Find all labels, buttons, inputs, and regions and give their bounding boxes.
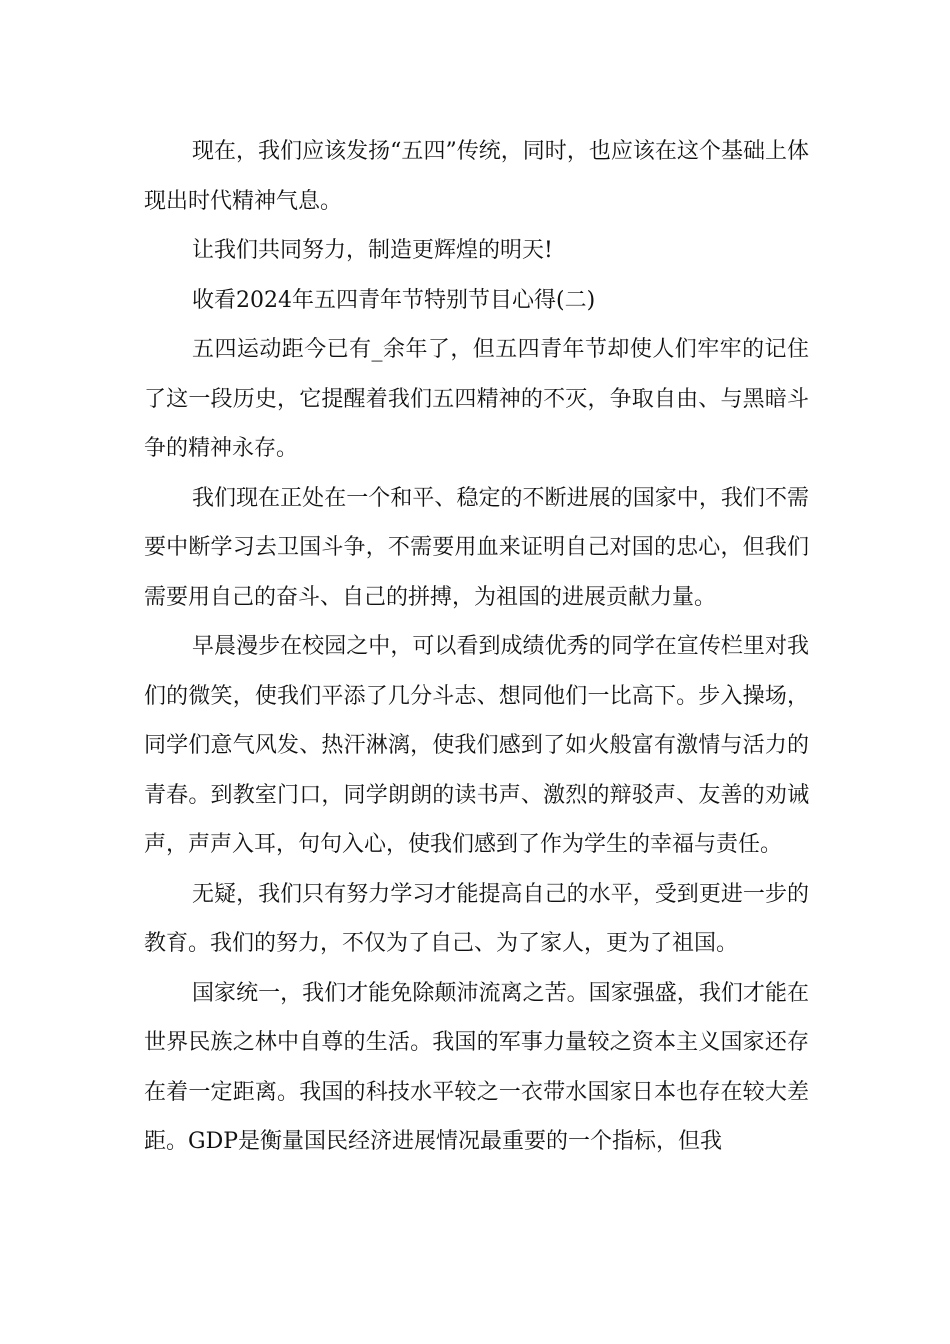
paragraph-4: 我们现在正处在一个和平、稳定的不断进展的国家中，我们不需要中断学习去卫国斗争，不需要用血来证明自己对国的忠心，但我们需要用自己的奋斗、自己的拼搏，为祖国的进展贡献力量。 [144,485,809,610]
paragraph-7: 国家统一，我们才能免除颠沛流离之苦。国家强盛，我们才能在世界民族之林中自尊的生活。我国的军事力量较之资本主义国家还存在着一定距离。我国的科技水平较之一衣带水国家日本也存在较大差距。GDP是衡量国民经济进展情况最重要的一个指标，但我 [144,980,809,1154]
paragraph-5: 早晨漫步在校园之中，可以看到成绩优秀的同学在宣传栏里对我们的微笑，使我们平添了几分斗志、想同他们一比高下。步入操场，同学们意气风发、热汗淋漓，使我们感到了如火般富有激情与活力的青春。到教室门口，同学朗朗的读书声、激烈的辩驳声、友善的劝诫声，声声入耳，句句入心，使我们感到了作为学生的幸福与责任。 [144,634,809,857]
paragraph-3: 五四运动距今已有_余年了，但五四青年节却使人们牢牢的记住了这一段历史，它提醒着我们五四精神的不灭，争取自由、与黑暗斗争的精神永存。 [144,337,809,461]
paragraph-1: 现在，我们应该发扬“五四”传统，同时，也应该在这个基础上体现出时代精神气息。 [144,139,809,214]
document-body [144,127,809,1167]
paragraph-6: 无疑，我们只有努力学习才能提高自己的水平，受到更进一步的教育。我们的努力，不仅为了自己、为了家人，更为了祖国。 [144,881,809,956]
paragraph-2: 让我们共同努力，制造更辉煌的明天! [192,238,553,263]
section-heading: 收看2024年五四青年节特别节目心得(二) [192,287,596,313]
